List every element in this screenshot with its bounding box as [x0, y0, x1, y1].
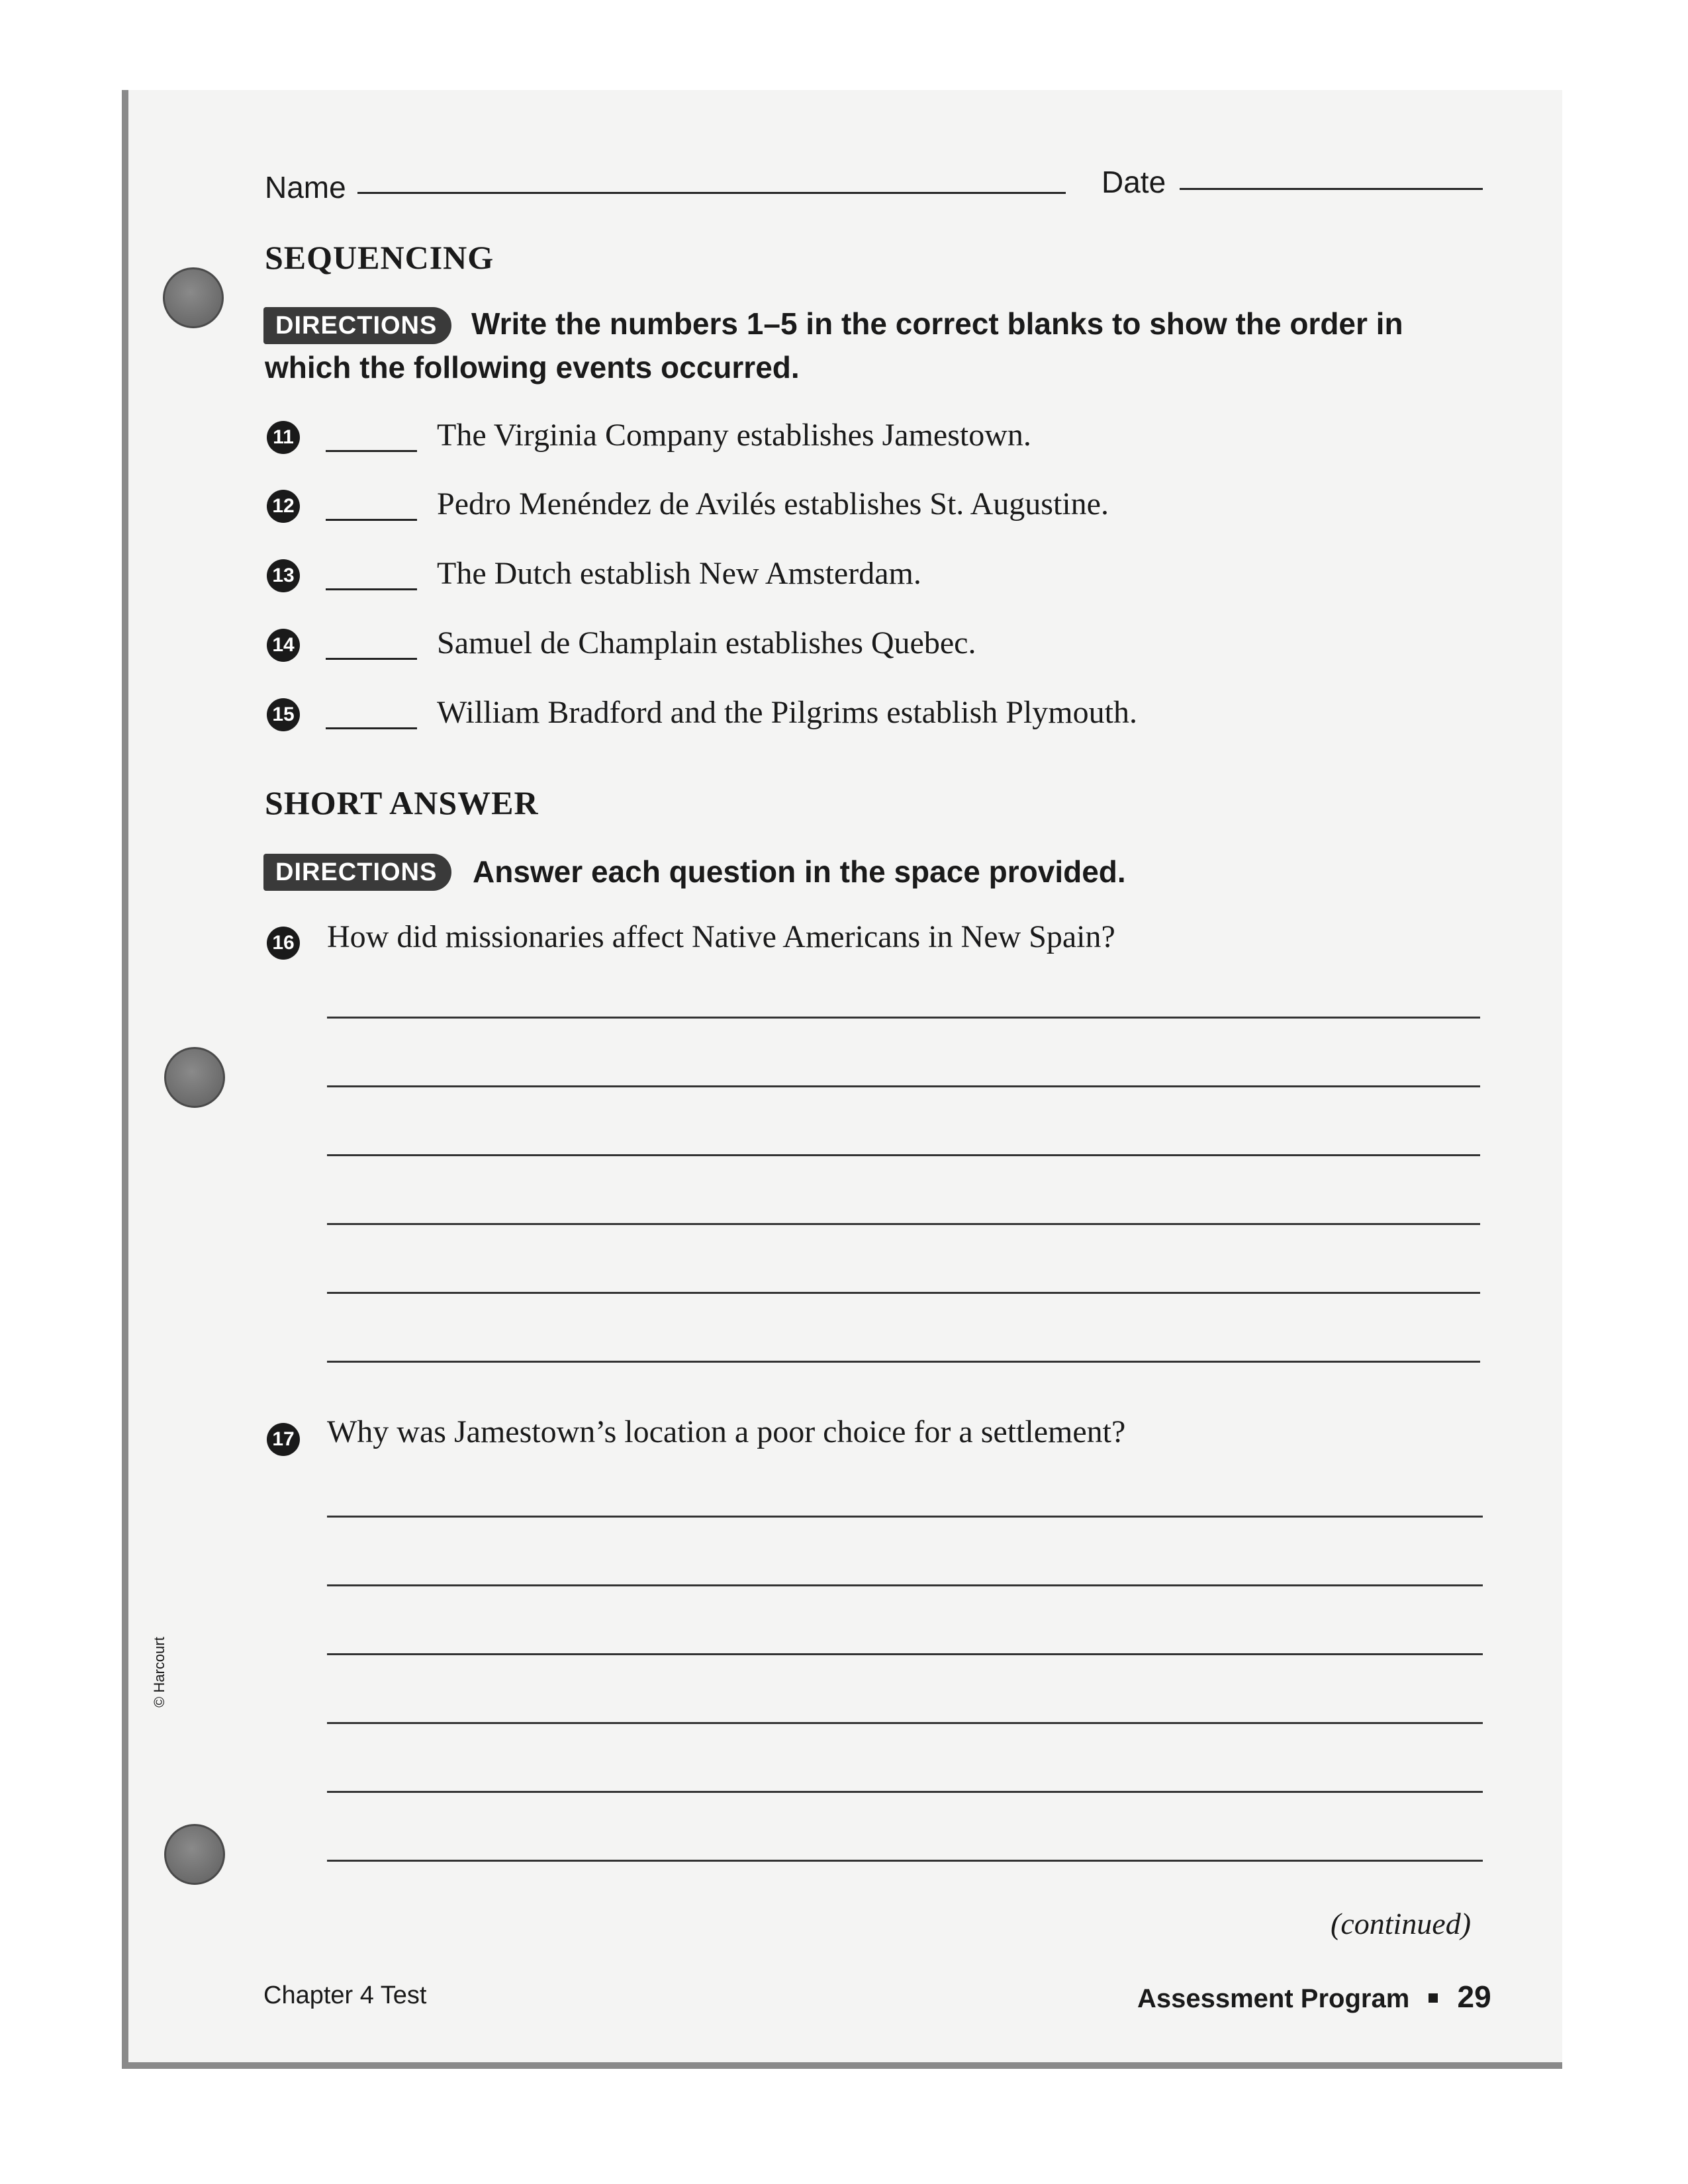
chapter-label: Chapter 4 Test: [263, 1981, 427, 2009]
number-badge: 14: [267, 629, 300, 662]
number-badge: 13: [267, 559, 300, 592]
number-badge: 17: [267, 1423, 300, 1456]
number-badge: 16: [267, 927, 300, 960]
number-badge: 12: [267, 490, 300, 523]
answer-line[interactable]: [327, 1516, 1483, 1518]
answer-line[interactable]: [327, 1584, 1483, 1586]
answer-line[interactable]: [327, 1154, 1480, 1156]
page-number: 29: [1457, 1979, 1491, 2014]
answer-line[interactable]: [327, 1791, 1483, 1793]
answer-line[interactable]: [327, 1361, 1480, 1363]
answer-line[interactable]: [327, 1085, 1480, 1087]
date-field[interactable]: [1180, 188, 1483, 190]
sequencing-directions: [265, 302, 1489, 389]
question-text: How did missionaries affect Native Americans in New Spain?: [327, 919, 1115, 954]
page-footer-right: [1137, 1979, 1491, 2015]
date-label: Date: [1102, 165, 1166, 199]
number-badge: 15: [267, 698, 300, 731]
list-item: Samuel de Champlain establishes Quebec.: [437, 625, 976, 660]
list-item: William Bradford and the Pilgrims establish Plymouth.: [437, 695, 1137, 730]
sequence-blank[interactable]: [326, 519, 417, 521]
number-badge: 11: [267, 421, 300, 454]
sequence-blank[interactable]: [326, 588, 417, 590]
continued-note: (continued): [1331, 1907, 1472, 1940]
sequence-blank[interactable]: [326, 727, 417, 729]
list-item: The Virginia Company establishes Jamestown.: [437, 418, 1031, 453]
binder-hole-top: [163, 267, 224, 328]
sequence-blank[interactable]: [326, 658, 417, 660]
list-item: Pedro Menéndez de Avilés establishes St. Augustine.: [437, 486, 1109, 522]
answer-line[interactable]: [327, 1722, 1483, 1724]
list-item: The Dutch establish New Amsterdam.: [437, 556, 921, 591]
sequence-blank[interactable]: [326, 450, 417, 452]
sequencing-heading: SEQUENCING: [265, 239, 494, 276]
answer-line[interactable]: [327, 1860, 1483, 1862]
name-label: Name: [265, 170, 346, 205]
name-field[interactable]: [357, 192, 1066, 194]
square-bullet-icon: [1429, 1993, 1438, 2003]
answer-line[interactable]: [327, 1292, 1480, 1294]
short-answer-heading: SHORT ANSWER: [265, 784, 539, 821]
binder-hole-middle: [164, 1047, 225, 1108]
directions-badge: DIRECTIONS: [263, 307, 451, 344]
sequencing-directions-text: Write the numbers 1–5 in the correct blanks to show the order in which the following events occurred.: [265, 306, 1403, 385]
binder-hole-bottom: [164, 1824, 225, 1885]
directions-badge: DIRECTIONS: [263, 854, 451, 891]
answer-line[interactable]: [327, 1017, 1480, 1019]
question-text: Why was Jamestown’s location a poor choice for a settlement?: [327, 1414, 1126, 1449]
assessment-program-label: Assessment Program: [1137, 1984, 1410, 2013]
short-answer-directions: Answer each question in the space provided.: [473, 854, 1126, 889]
answer-line[interactable]: [327, 1653, 1483, 1655]
copyright-notice: © Harcourt: [151, 1637, 167, 1707]
answer-line[interactable]: [327, 1223, 1480, 1225]
